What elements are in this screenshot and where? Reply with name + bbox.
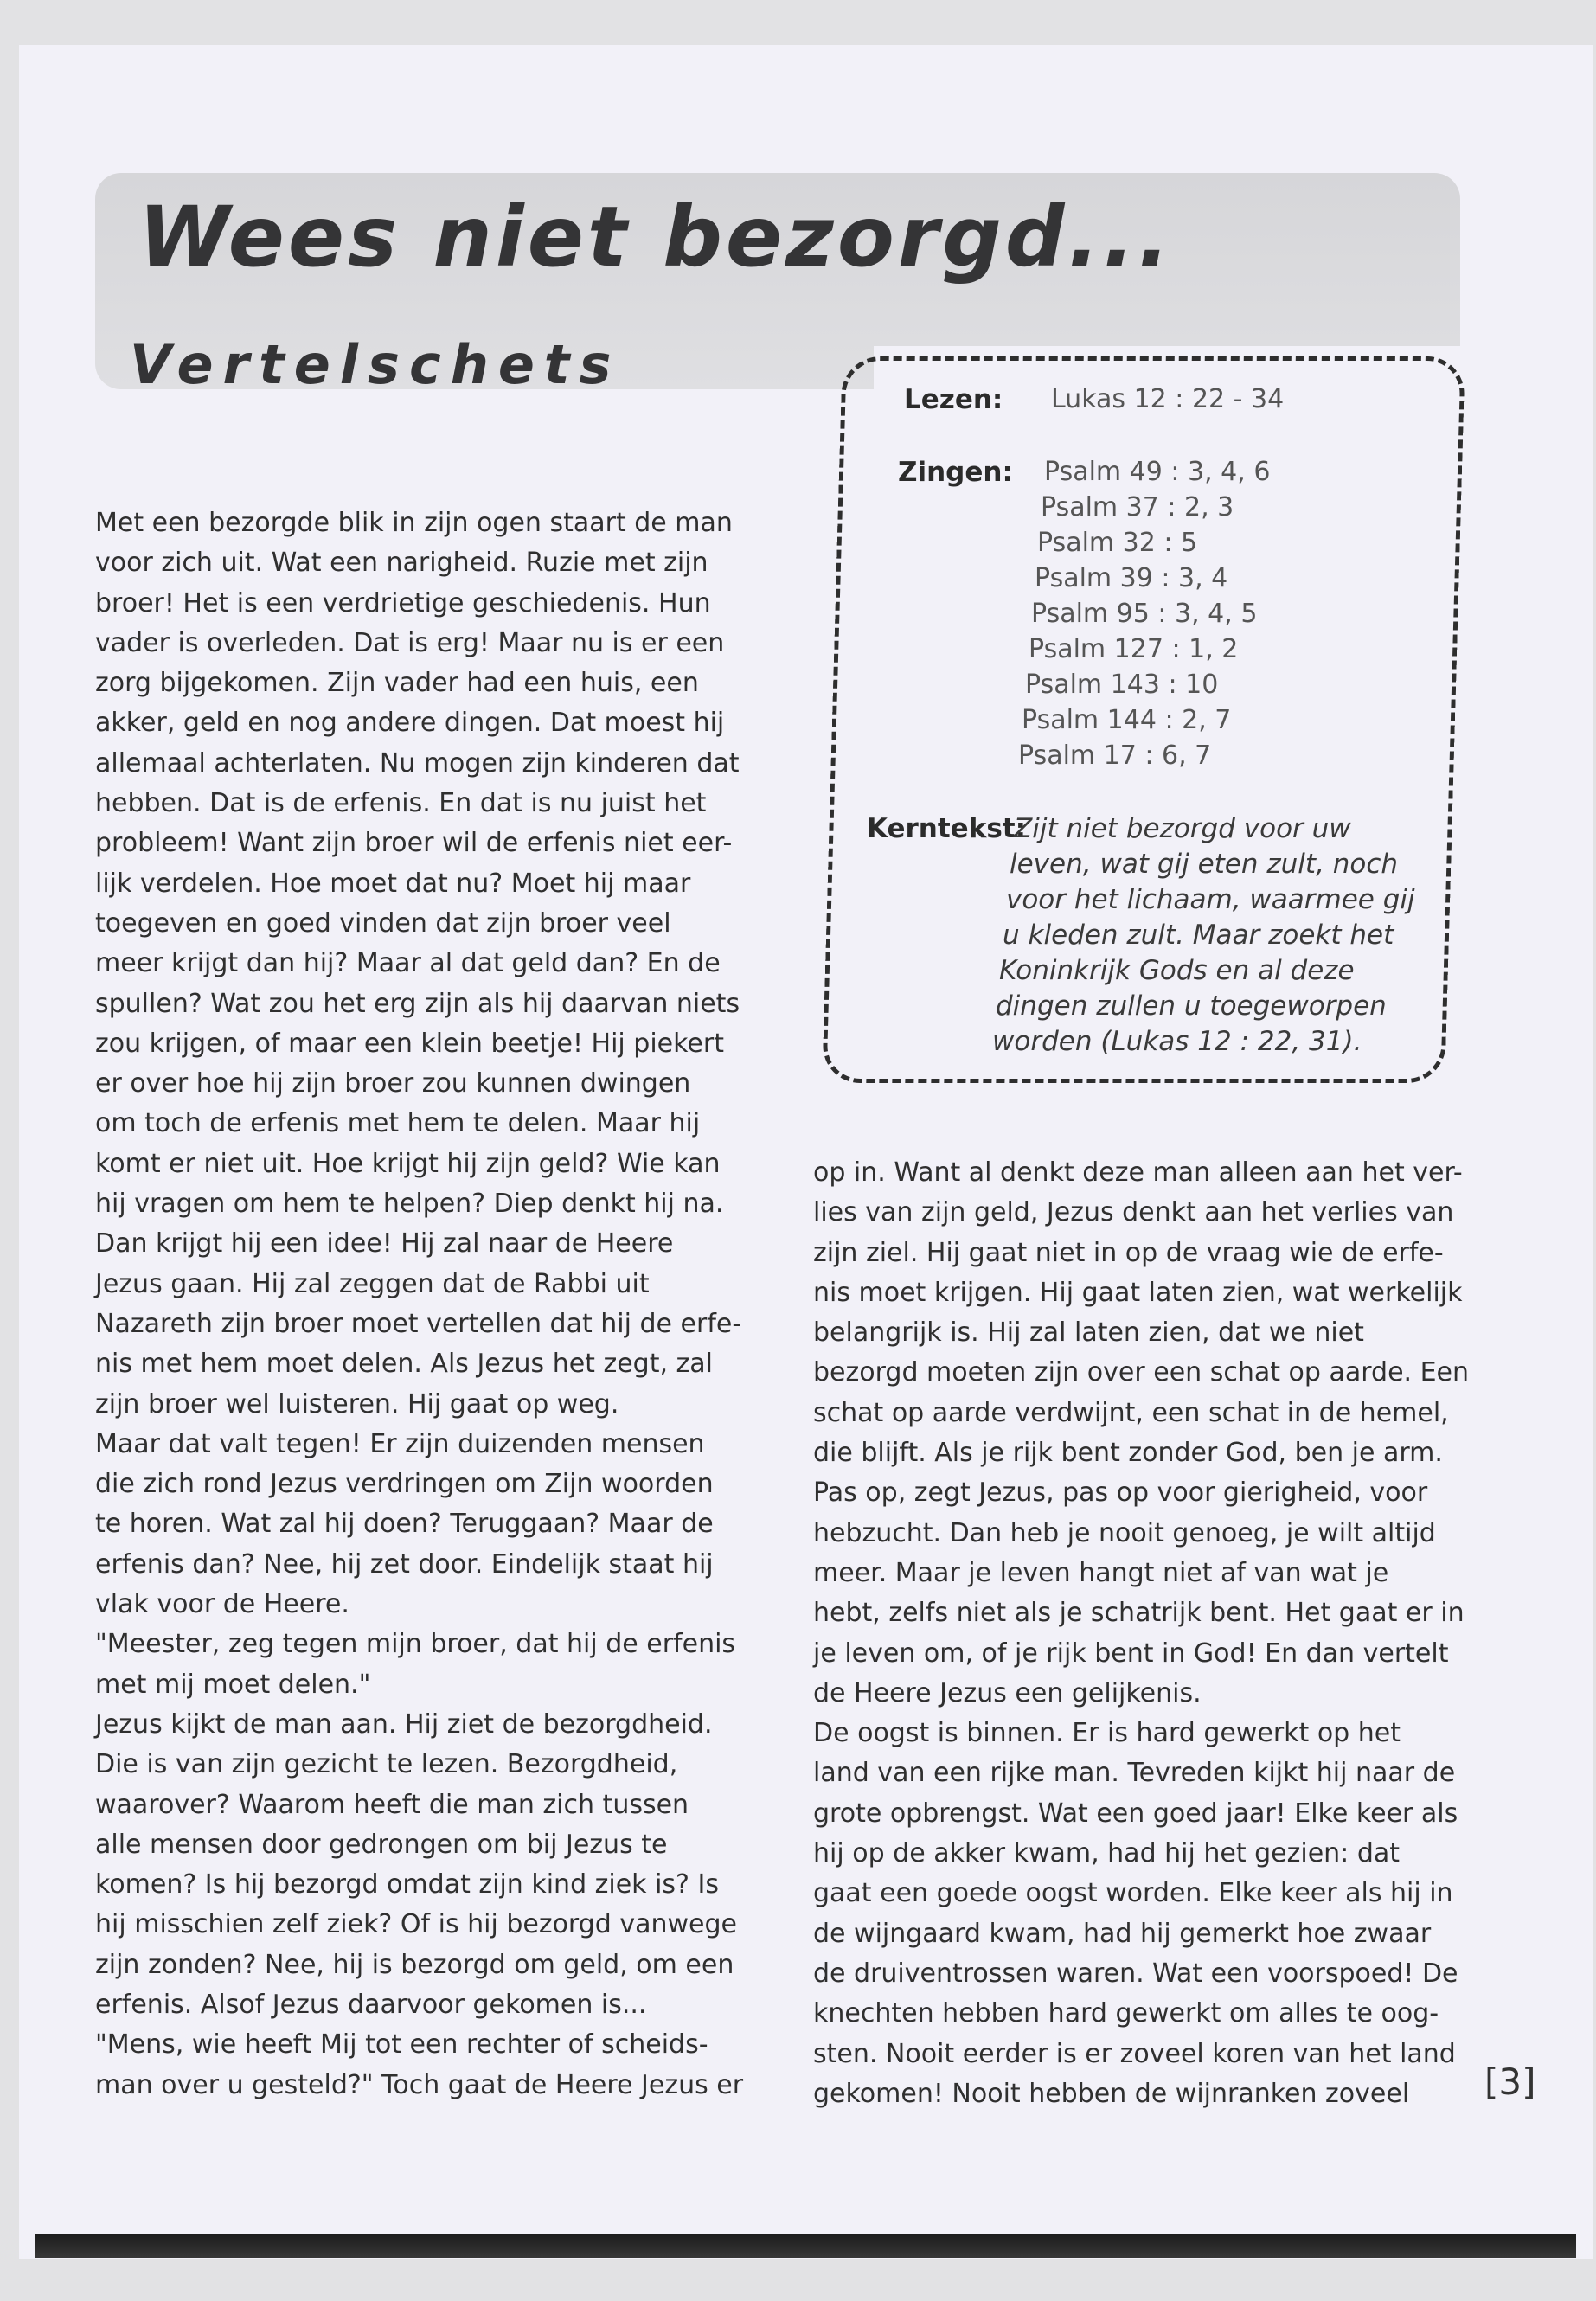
text-line: Nazareth zijn broer moet vertellen dat hij de erfe- xyxy=(95,1308,742,1339)
text-line: er over hoe hij zijn broer zou kunnen dwingen xyxy=(95,1068,691,1099)
text-line: grote opbrengst. Wat een goed jaar! Elke keer als xyxy=(813,1798,1458,1829)
text-line: "Mens, wie heeft Mij tot een rechter of scheids- xyxy=(95,2029,708,2061)
text-line: hebben. Dat is de erfenis. En dat is nu juist het xyxy=(95,788,707,819)
psalm-item: Psalm 37 : 2, 3 xyxy=(1041,492,1234,522)
page-edge-shadow xyxy=(35,2234,1576,2258)
kerntekst-line: worden (Lukas 12 : 22, 31). xyxy=(992,1026,1362,1057)
page-number: [3] xyxy=(1484,2061,1536,2103)
text-line: hebt, zelfs niet als je schatrijk bent. Het gaat er in xyxy=(813,1598,1465,1629)
text-line: "Meester, zeg tegen mijn broer, dat hij de erfenis xyxy=(95,1629,736,1660)
text-line: alle mensen door gedrongen om bij Jezus te xyxy=(95,1829,668,1860)
psalm-item: Psalm 39 : 3, 4 xyxy=(1035,563,1228,593)
text-line: allemaal achterlaten. Nu mogen zijn kinderen dat xyxy=(95,747,740,779)
text-line: Jezus gaan. Hij zal zeggen dat de Rabbi uit xyxy=(95,1268,650,1299)
story-column-left xyxy=(95,503,743,2106)
story-column-right xyxy=(813,1153,1469,2114)
text-line: op in. Want al denkt deze man alleen aan het ver- xyxy=(813,1157,1463,1188)
kerntekst-line: Koninkrijk Gods en al deze xyxy=(999,955,1355,986)
text-line: man over u gesteld?" Toch gaat de Heere Jezus er xyxy=(95,2069,744,2100)
text-line: gekomen! Nooit hebben de wijnranken zoveel xyxy=(813,2078,1410,2109)
psalm-item: Psalm 143 : 10 xyxy=(1025,670,1219,700)
text-line: broer! Het is een verdrietige geschiedenis. Hun xyxy=(95,587,711,619)
kerntekst-line: Zijt niet bezorgd voor uw xyxy=(1014,813,1351,844)
text-line: erfenis dan? Nee, hij zet door. Eindelijk staat hij xyxy=(95,1548,714,1580)
text-line: hebzucht. Dan heb je nooit genoeg, je wilt altijd xyxy=(813,1517,1436,1548)
text-line: die zich rond Jezus verdringen om Zijn woorden xyxy=(95,1469,714,1500)
psalm-item: Psalm 144 : 2, 7 xyxy=(1022,705,1232,735)
text-line: nis met hem moet delen. Als Jezus het zegt, zal xyxy=(95,1349,714,1380)
text-line: Dan krijgt hij een idee! Hij zal naar de Heere xyxy=(95,1228,674,1259)
text-line: om toch de erfenis met hem te delen. Maar hij xyxy=(95,1108,701,1139)
text-line: Met een bezorgde blik in zijn ogen staart de man xyxy=(95,508,733,538)
text-line: meer krijgt dan hij? Maar al dat geld dan? En de xyxy=(95,948,721,979)
text-line: de Heere Jezus een gelijkenis. xyxy=(813,1677,1202,1708)
kerntekst-line: dingen zullen u toegeworpen xyxy=(996,990,1387,1022)
text-line: hij misschien zelf ziek? Of is hij bezorgd vanwege xyxy=(95,1909,738,1940)
psalm-item: Psalm 32 : 5 xyxy=(1037,528,1198,558)
text-line: voor zich uit. Wat een narigheid. Ruzie met zijn xyxy=(95,548,708,579)
text-line: gaat een goede oogst worden. Elke keer als hij in xyxy=(813,1878,1453,1909)
text-line: de druiventrossen waren. Wat een voorspoed! De xyxy=(813,1958,1458,1989)
text-line: de wijngaard kwam, had hij gemerkt hoe zwaar xyxy=(813,1918,1432,1949)
lezen-label: Lezen: xyxy=(904,384,1003,415)
psalm-item: Psalm 95 : 3, 4, 5 xyxy=(1031,599,1258,629)
kerntekst-label: Kerntekst: xyxy=(867,813,1026,844)
text-line: nis moet krijgen. Hij gaat laten zien, wat werkelijk xyxy=(813,1277,1463,1308)
psalm-item: Psalm 127 : 1, 2 xyxy=(1029,634,1239,664)
text-line: Die is van zijn gezicht te lezen. Bezorgdheid, xyxy=(95,1749,678,1780)
text-line: probleem! Want zijn broer wil de erfenis niet eer- xyxy=(95,828,733,859)
kerntekst-line: u kleden zult. Maar zoekt het xyxy=(1003,920,1394,951)
text-line: lies van zijn geld, Jezus denkt aan het verlies van xyxy=(813,1197,1454,1228)
text-line: komen? Is hij bezorgd omdat zijn kind ziek is? Is xyxy=(95,1869,719,1900)
page-subtitle: Vertelschets xyxy=(130,333,621,396)
text-line: te horen. Wat zal hij doen? Teruggaan? Maar de xyxy=(95,1509,714,1540)
text-line: knechten hebben hard gewerkt om alles te oog- xyxy=(813,1998,1439,2029)
text-line: spullen? Wat zou het erg zijn als hij daarvan niets xyxy=(95,988,740,1019)
text-line: waarover? Waarom heeft die man zich tussen xyxy=(95,1789,689,1820)
kerntekst-line: voor het lichaam, waarmee gij xyxy=(1006,884,1415,915)
text-line: toegeven en goed vinden dat zijn broer veel xyxy=(95,907,671,939)
text-line: erfenis. Alsof Jezus daarvoor gekomen is... xyxy=(95,1989,647,2020)
text-line: schat op aarde verdwijnt, een schat in de hemel, xyxy=(813,1397,1449,1428)
text-line: zijn ziel. Hij gaat niet in op de vraag wie de erfe- xyxy=(813,1237,1444,1268)
text-line: belangrijk is. Hij zal laten zien, dat we niet xyxy=(813,1317,1364,1349)
text-line: hij vragen om hem te helpen? Diep denkt hij na. xyxy=(95,1189,724,1220)
text-line: komt er niet uit. Hoe krijgt hij zijn geld? Wie kan xyxy=(95,1148,721,1179)
text-line: sten. Nooit eerder is er zoveel koren van het land xyxy=(813,2038,1456,2069)
text-line: akker, geld en nog andere dingen. Dat moest hij xyxy=(95,708,725,739)
lezen-value: Lukas 12 : 22 - 34 xyxy=(1051,384,1285,414)
psalm-item: Psalm 17 : 6, 7 xyxy=(1018,740,1212,771)
text-line: met mij moet delen." xyxy=(95,1669,371,1700)
text-line: vlak voor de Heere. xyxy=(95,1589,349,1620)
kerntekst-line: leven, wat gij eten zult, noch xyxy=(1010,849,1399,880)
text-line: meer. Maar je leven hangt niet af van wat je xyxy=(813,1557,1389,1588)
text-line: vader is overleden. Dat is erg! Maar nu is er een xyxy=(95,627,725,658)
page-title: Wees niet bezorgd... xyxy=(138,189,1174,285)
psalm-item: Psalm 49 : 3, 4, 6 xyxy=(1044,457,1271,487)
text-line: zijn zonden? Nee, hij is bezorgd om geld, om een xyxy=(95,1949,734,1980)
text-line: die blijft. Als je rijk bent zonder God, ben je arm. xyxy=(813,1438,1443,1469)
text-line: bezorgd moeten zijn over een schat op aarde. Een xyxy=(813,1357,1470,1388)
zingen-label: Zingen: xyxy=(898,457,1013,488)
text-line: zijn broer wel luisteren. Hij gaat op weg. xyxy=(95,1388,619,1420)
text-line: land van een rijke man. Tevreden kijkt hij naar de xyxy=(813,1758,1456,1789)
text-line: je leven om, of je rijk bent in God! En dan vertelt xyxy=(813,1638,1449,1669)
text-line: Maar dat valt tegen! Er zijn duizenden mensen xyxy=(95,1428,705,1459)
text-line: De oogst is binnen. Er is hard gewerkt op het xyxy=(813,1718,1401,1749)
text-line: hij op de akker kwam, had hij het gezien: dat xyxy=(813,1838,1401,1869)
text-line: zou krijgen, of maar een klein beetje! Hij piekert xyxy=(95,1028,724,1059)
text-line: lijk verdelen. Hoe moet dat nu? Moet hij maar xyxy=(95,868,691,899)
text-line: zorg bijgekomen. Zijn vader had een huis, een xyxy=(95,668,699,699)
text-line: Pas op, zegt Jezus, pas op voor gierigheid, voor xyxy=(813,1477,1428,1509)
text-line: Jezus kijkt de man aan. Hij ziet de bezorgdheid. xyxy=(95,1708,713,1740)
